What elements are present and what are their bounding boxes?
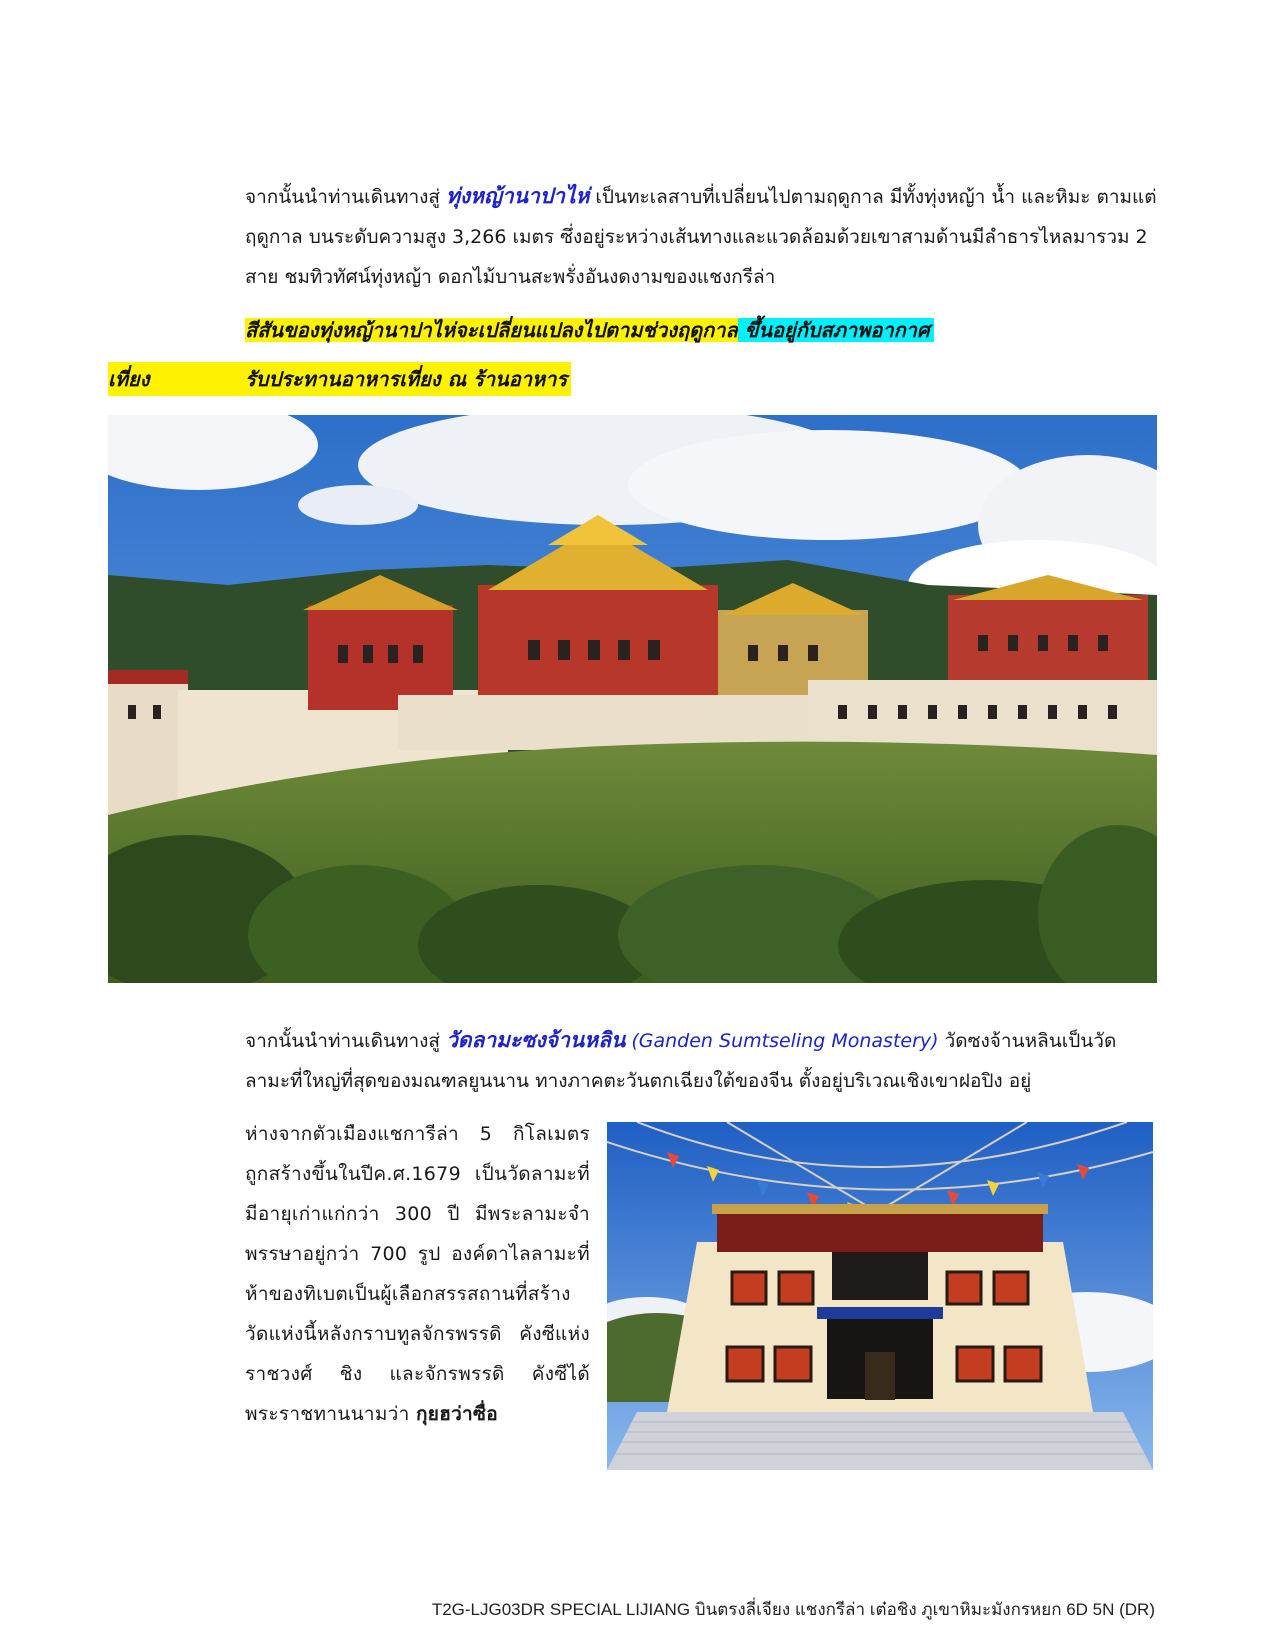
monastery-panorama-photo bbox=[108, 415, 1157, 983]
monastery-english-name: (Ganden Sumtseling Monastery) bbox=[625, 1030, 939, 1052]
highlight-yellow-text: สีสันของทุ่งหญ้านาปาไห่จะเปลี่ยนแปลงไปตามช่วงฤดูกาล bbox=[245, 318, 738, 342]
season-highlight bbox=[245, 312, 934, 348]
monastery-body: วัดซงจ้านหลินเป็นวัดลามะที่ใหญ่ที่สุดของมณฑลยูนนาน ทางภาคตะวันตกเฉียงใต้ของจีน ตั้งอยู่บริเวณเชิงเขาฝอปิง อยู่ bbox=[245, 1030, 1117, 1092]
monastery-link[interactable]: วัดลามะซงจ้านหลิน bbox=[446, 1028, 626, 1052]
intro-lead: จากนั้นนำท่านเดินทางสู่ bbox=[245, 186, 447, 208]
monastery-lead: จากนั้นนำท่านเดินทางสู่ bbox=[245, 1030, 447, 1052]
highlight-cyan-text: ขึ้นอยู่กับสภาพอากาศ bbox=[738, 318, 934, 342]
meal-label: เที่ยง bbox=[108, 362, 248, 396]
monastery-history-body: ห่างจากตัวเมืองแชการีล่า 5 กิโลเมตร ถูกสร้างขึ้นในปีค.ศ.1679 เป็นวัดลามะที่มีอายุเก่าแก่กว่า 300 ปี มีพระลามะจำพรรษาอยู่กว่า 700 รูป องค์ดาไลลามะที่ห้าของทิเบตเป็นผู้เลือกสรรสถานที่สร้างวัดแห่งนี้หลังกราบทูลจักรพรรดิ คังซีแห่งราชวงศ์ ชิง และจักรพรรดิ คังซีได้พระราชทานนามว่า bbox=[245, 1123, 590, 1425]
page-footer: T2G-LJG03DR SPECIAL LIJIANG บินตรงลี่เจียง แชงกรีล่า เต๋อชิง ภูเขาหิมะมังกรหยก 6D 5N (DR) bbox=[431, 1600, 1155, 1619]
monastery-paragraph bbox=[245, 1020, 1160, 1101]
monastery-history-text bbox=[245, 1114, 590, 1434]
intro-paragraph bbox=[245, 176, 1160, 297]
meal-text: รับประทานอาหารเที่ยง ณ ร้านอาหาร bbox=[245, 362, 571, 396]
napahai-link[interactable]: ทุ่งหญ้านาปาไห่ bbox=[446, 184, 590, 208]
intro-body: เป็นทะเลสาบที่เปลี่ยนไปตามฤดูกาล มีทั้งทุ่งหญ้า น้ำ และหิมะ ตามแต่ฤดูกาล บนระดับความสูง 3,266 เมตร ซึ่งอยู่ระหว่างเส้นทางและแวดล้อมด้วยเขาสามด้านมีลำธารไหลมารวม 2 สาย ชมทิวทัศน์ทุ่งหญ้า ดอกไม้บานสะพรั่งอันงดงามของแชงกรีล่า bbox=[245, 186, 1157, 288]
monastery-hall-photo bbox=[607, 1122, 1153, 1470]
monastery-given-name: กุยฮว่าซื่อ bbox=[415, 1403, 498, 1425]
